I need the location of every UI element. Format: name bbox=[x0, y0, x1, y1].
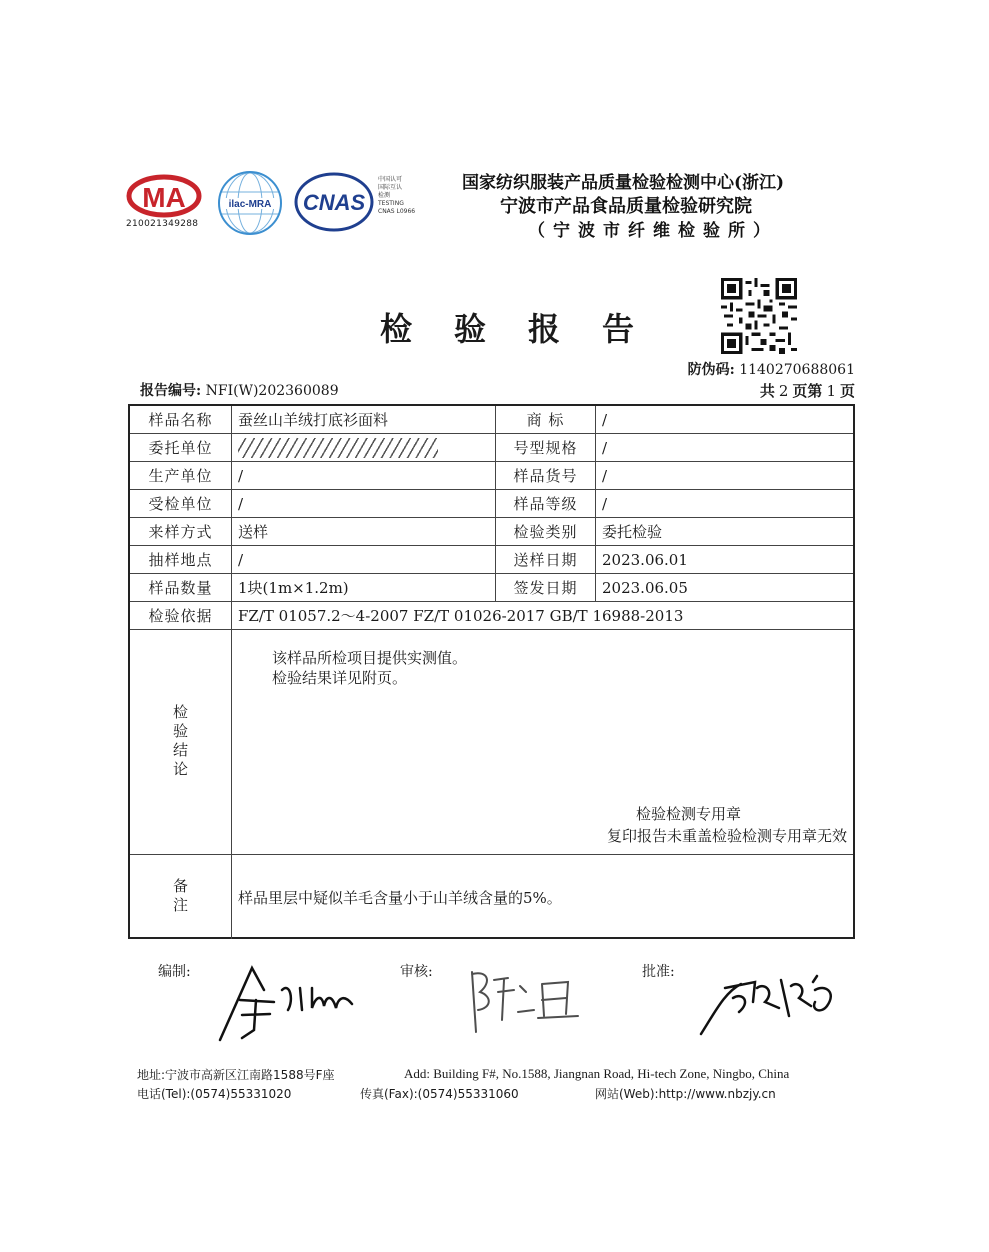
remark-label: 备注 bbox=[171, 878, 189, 916]
fax: 传真(Fax):(0574)55331060 bbox=[360, 1087, 519, 1101]
reviewer-label: 审核: bbox=[400, 964, 433, 980]
page-mid: 页第 bbox=[792, 382, 823, 400]
table-row-basis bbox=[130, 602, 853, 630]
org-name-line1: 国家纺织服装产品质量检验检测中心(浙江) bbox=[462, 173, 785, 193]
cnas-side-line: TESTING bbox=[378, 200, 404, 207]
field-value: / bbox=[232, 462, 496, 489]
report-table bbox=[128, 404, 855, 939]
page-indicator bbox=[760, 380, 855, 401]
field-label: 受检单位 bbox=[130, 490, 232, 517]
field-label: 送样日期 bbox=[496, 546, 596, 573]
table-row bbox=[130, 434, 853, 462]
field-value: / bbox=[232, 490, 496, 517]
stamp-caption: 检验检测专用章 bbox=[635, 805, 741, 823]
table-row bbox=[130, 490, 853, 518]
org-name-line3: （宁波市纤维检验所） bbox=[528, 221, 778, 241]
field-value: 委托检验 bbox=[602, 523, 663, 541]
field-label: 生产单位 bbox=[130, 462, 232, 489]
table-row bbox=[130, 406, 853, 434]
field-value: / bbox=[602, 494, 608, 513]
cnas-side-line: 检测 bbox=[378, 192, 391, 199]
redaction-hatch bbox=[238, 438, 438, 458]
field-value: / bbox=[602, 438, 608, 457]
page-current: 1 bbox=[826, 382, 836, 400]
field-label: 样品名称 bbox=[130, 406, 232, 433]
remark-row bbox=[130, 855, 853, 939]
conclusion-line: 检验结果详见附页。 bbox=[272, 669, 408, 687]
field-label: 签发日期 bbox=[496, 574, 596, 601]
field-label: 抽样地点 bbox=[130, 546, 232, 573]
field-label: 检验类别 bbox=[496, 518, 596, 545]
report-number-value: NFI(W)202360089 bbox=[205, 383, 339, 399]
stamp-note: 复印报告未重盖检验检测专用章无效 bbox=[606, 827, 847, 845]
conclusion-text bbox=[272, 648, 467, 688]
field-value: 2023.06.01 bbox=[602, 550, 688, 569]
field-label: 号型规格 bbox=[496, 434, 596, 461]
field-label: 来样方式 bbox=[130, 518, 232, 545]
qr-code bbox=[721, 278, 797, 354]
field-label: 样品货号 bbox=[496, 462, 596, 489]
remark-label-cell bbox=[130, 855, 232, 939]
ilac-logo-text: ilac-MRA bbox=[228, 199, 272, 210]
anti-fake-code bbox=[688, 359, 855, 379]
cnas-logo-text: CNAS bbox=[302, 190, 366, 215]
basis-value: FZ/T 01057.2～4-2007 FZ/T 01026-2017 GB/T 16988-2013 bbox=[238, 607, 684, 625]
org-name-line2: 宁波市产品食品质量检验研究院 bbox=[500, 196, 752, 217]
field-label: 样品等级 bbox=[496, 490, 596, 517]
report-number bbox=[140, 380, 339, 400]
page-suffix: 页 bbox=[839, 382, 855, 400]
table-row bbox=[130, 518, 853, 546]
telephone: 电话(Tel):(0574)55331020 bbox=[137, 1087, 292, 1101]
approver-label: 批准: bbox=[642, 964, 675, 980]
table-row bbox=[130, 462, 853, 490]
cnas-side-line: 国际互认 bbox=[378, 184, 403, 191]
field-value: 2023.06.05 bbox=[602, 578, 688, 597]
remark-value: 样品里层中疑似羊毛含量小于山羊绒含量的5%。 bbox=[238, 888, 562, 907]
field-value: / bbox=[602, 466, 608, 485]
field-label: 委托单位 bbox=[130, 434, 232, 461]
anti-fake-value: 1140270688061 bbox=[739, 362, 855, 378]
website: 网站(Web):http://www.nbzjy.cn bbox=[595, 1087, 776, 1101]
report-number-label: 报告编号: bbox=[140, 383, 202, 399]
address-cn: 地址:宁波市高新区江南路1588号F座 bbox=[137, 1068, 335, 1082]
cnas-side-text bbox=[378, 176, 415, 216]
conclusion-label: 检验结论 bbox=[171, 704, 189, 780]
field-value: 送样 bbox=[232, 518, 496, 545]
cnas-side-line: 中国认可 bbox=[378, 176, 403, 183]
field-value: / bbox=[602, 410, 608, 429]
report-title: 检验报告 bbox=[380, 310, 677, 348]
page-total: 2 bbox=[778, 382, 789, 400]
address-en: Add: Building F#, No.1588, Jiangnan Road, Hi-tech Zone, Ningbo, China bbox=[404, 1066, 790, 1081]
conclusion-label-cell bbox=[130, 630, 232, 854]
anti-fake-label: 防伪码: bbox=[687, 362, 735, 378]
field-value: 1块(1m×1.2m) bbox=[232, 574, 496, 601]
field-value-redacted bbox=[232, 434, 496, 461]
basis-label: 检验依据 bbox=[130, 602, 232, 629]
approver-signature bbox=[695, 962, 845, 1040]
cnas-side-line: CNAS L0966 bbox=[378, 208, 416, 215]
conclusion-line: 该样品所检项目提供实测值。 bbox=[272, 649, 468, 667]
field-value: / bbox=[232, 546, 496, 573]
ilac-mra-logo bbox=[217, 170, 283, 236]
conclusion-row bbox=[130, 630, 853, 855]
field-label: 商 标 bbox=[496, 406, 596, 433]
table-row bbox=[130, 574, 853, 602]
table-row bbox=[130, 546, 853, 574]
compiler-signature bbox=[212, 960, 362, 1045]
reviewer-signature bbox=[458, 962, 598, 1042]
compiler-label: 编制: bbox=[158, 964, 191, 980]
page-total-prefix: 共 bbox=[759, 382, 775, 400]
cma-number: 210021349288 bbox=[126, 219, 199, 229]
field-value: 蚕丝山羊绒打底衫面料 bbox=[232, 406, 496, 433]
cma-logo-text: MA bbox=[142, 182, 186, 213]
cnas-logo bbox=[294, 172, 374, 232]
field-label: 样品数量 bbox=[130, 574, 232, 601]
